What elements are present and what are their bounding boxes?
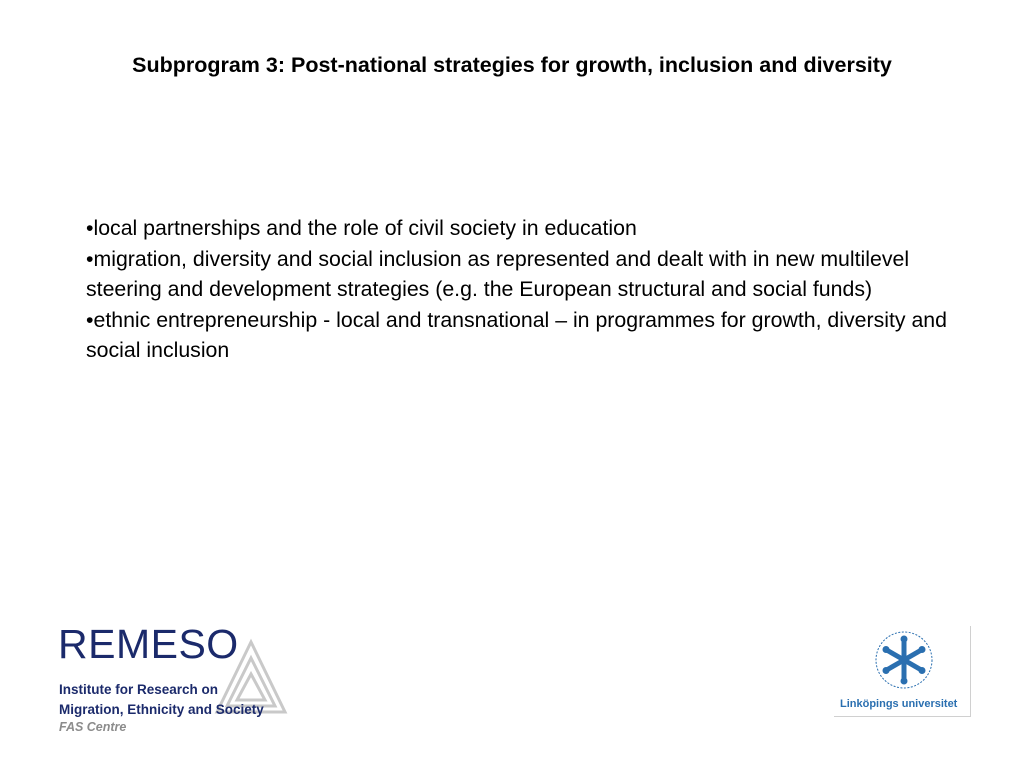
remeso-subtitle-line: Migration, Ethnicity and Society: [59, 702, 264, 717]
remeso-subtitle-line: Institute for Research on: [59, 682, 219, 697]
bullet-icon: •: [86, 307, 94, 332]
remeso-centre-label: FAS Centre: [59, 720, 127, 734]
slide-title: Subprogram 3: Post-national strategies for growth, inclusion and diversity: [132, 53, 892, 77]
bullet-icon: •: [86, 216, 94, 240]
university-seal-icon: [874, 630, 934, 692]
bullet-item: [86, 244, 986, 305]
remeso-logo: [50, 618, 300, 748]
bullet-text: migration, diversity and social inclusion as represented and dealt with in new multilevel steering and development strategies (e.g. the European structural and social funds): [86, 246, 910, 301]
remeso-wordmark: REMESO: [58, 621, 239, 667]
bullet-item: [86, 213, 986, 244]
bullet-text: ethnic entrepreneurship - local and transnational – in programmes for growth, diversity and social inclusion: [86, 307, 947, 362]
bullet-item: [86, 305, 986, 366]
liu-logo: [834, 626, 971, 717]
liu-name: Linköpings universitet: [840, 698, 958, 710]
bullet-list: [86, 213, 986, 366]
bullet-text: local partnerships and the role of civil society in education: [93, 216, 637, 240]
bullet-icon: •: [86, 246, 94, 271]
remeso-subtitle: [59, 680, 264, 720]
